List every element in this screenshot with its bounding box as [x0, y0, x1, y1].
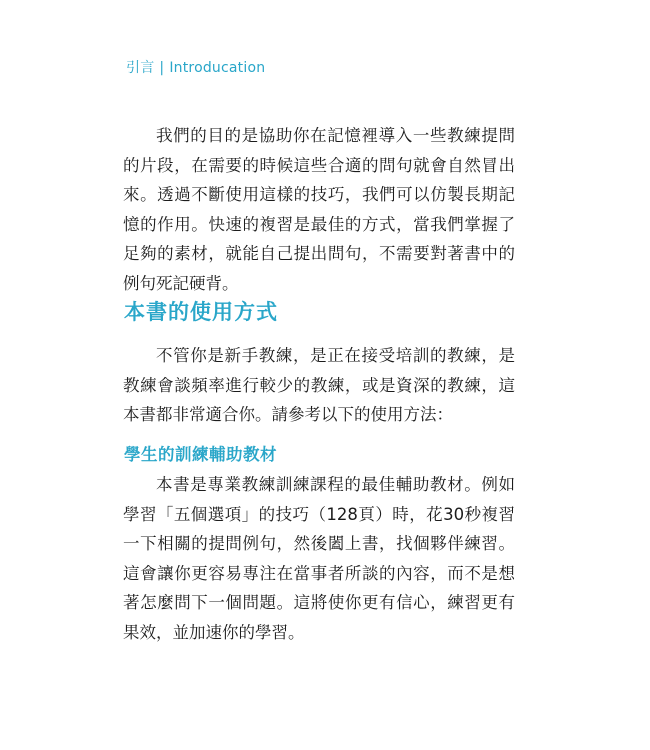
training-paragraph: 本書是專業教練訓練課程的最佳輔助教材。例如學習「五個選項」的技巧（128頁）時，花30秒複習一下相關的提問例句，然後闔上書，找個夥伴練習。這會讓你更容易專注在當事者所談的內容，而不是想著怎麼問下一個問題。這將使你更有信心，練習更有果效，並加速你的學習。	[123, 475, 515, 642]
usage-paragraph: 不管你是新手教練，是正在接受培訓的教練，是教練會談頻率進行較少的教練，或是資深的教練，這本書都非常適合你。請參考以下的使用方法：	[123, 346, 515, 424]
chapter-label-english: Introducation	[169, 60, 266, 76]
subsection-heading: 學生的訓練輔助教材	[124, 445, 277, 464]
section-heading: 本書的使用方式	[124, 299, 278, 324]
intro-paragraph: 我們的目的是協助你在記憶裡導入一些教練提問的片段，在需要的時候這些合適的問句就會自然冒出來。透過不斷使用這樣的技巧，我們可以仿製長期記憶的作用。快速的複習是最佳的方式，當我們掌握了足夠的素材，就能自己提出問句，不需要對著書中的例句死記硬背。	[123, 126, 515, 293]
running-header	[126, 57, 265, 77]
header-separator: |	[159, 60, 165, 76]
chapter-label: 引言	[126, 60, 155, 76]
